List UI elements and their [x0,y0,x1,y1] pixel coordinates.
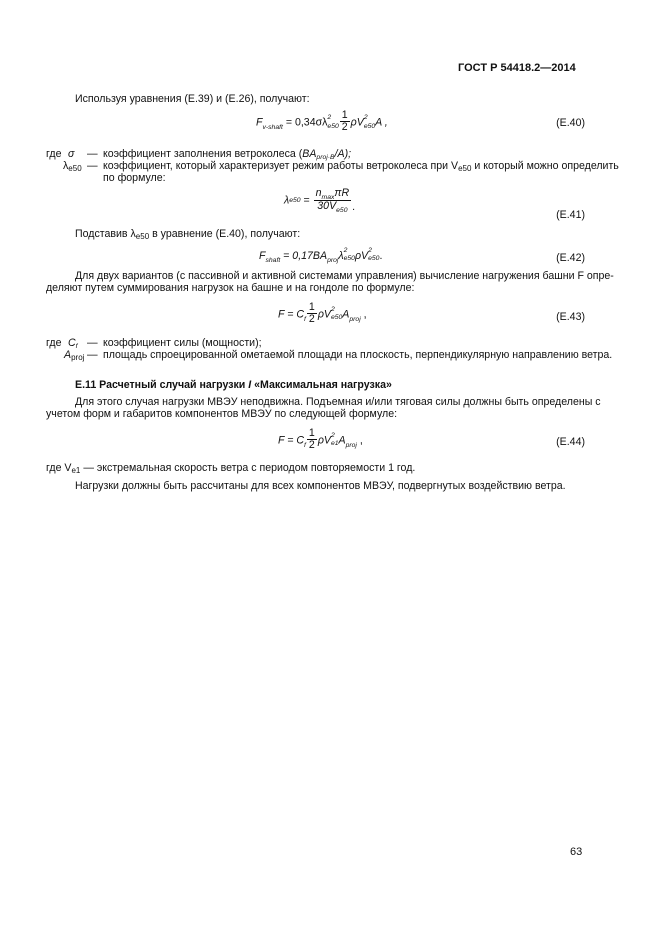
equation-e40: Fv-shaft = 0,34σλ 2 e50 $\frac{1}{2}$ ρV 2 e50 A , [256,109,388,133]
intro-paragraph: Используя уравнения (Е.39) и (Е.26), получают: [75,93,310,105]
definition-lambda-cont: по формуле: [103,172,166,184]
page-number: 63 [570,846,583,858]
where-ve1: где Ve1 — экстремальная скорость ветра с периодом повторяемости 1 год. [46,462,416,475]
two-variants-line1: Для двух вариантов (с пассивной и активной системами управления) вычисление нагружения башни F опре- [75,270,614,282]
definition-lambda: коэффициент, который характеризует режим работы ветроколеса при Ve50 и который можно определить [103,160,619,173]
case-paragraph-line2: учетом форм и габаритов компонентов МВЭУ по следующей формуле: [46,408,398,420]
definition-aproj: площадь спроецированной ометаемой площади на плоскость, перпендикулярную направлению ветра. [103,349,613,361]
symbol-lambda-e50: λe50 [63,160,82,173]
equation-e42: Fshaft = 0,17BAprojλ 2 e50 ρV 2 e50 . [259,246,383,264]
substitution-paragraph: Подставив λe50 в уравнение (Е.40), получают: [75,228,301,241]
document-code: ГОСТ Р 54418.2—2014 [458,62,576,74]
dash: — [87,337,98,349]
case-paragraph-line1: Для этого случая нагрузки МВЭУ неподвижна. Подъемная и/или тяговая силы должны быть определены с [75,396,601,408]
section-heading: Е.11 Расчетный случай нагрузки I «Максимальная нагрузка» [75,379,392,391]
dash: — [87,349,98,361]
symbol-aproj: Aproj [64,349,85,362]
equation-number-e40: (Е.40) [556,117,585,129]
dash: — [87,160,98,172]
equation-e43: F = Cf $\frac{1}{2}$ ρV 2 e50 Aproj , [278,301,367,325]
where-label: где [46,337,62,349]
equation-number-e44: (Е.44) [556,436,585,448]
equation-number-e43: (Е.43) [556,311,585,323]
equation-e41: λe50 = $\frac{n_{max}\pi R}{30V_{e50}}$ . [284,187,356,214]
two-variants-line2: деляют путем суммирования нагрузок на башне и на гондоле по формуле: [46,282,415,294]
where-label: где [46,148,62,160]
symbol-sigma: σ [68,148,75,160]
symbol-cf: Cf [68,337,78,350]
definition-cf: коэффициент силы (мощности); [103,337,262,349]
final-paragraph: Нагрузки должны быть рассчитаны для всех компонентов МВЭУ, подвергнутых воздействию ветра. [75,480,566,492]
equation-number-e42: (Е.42) [556,252,585,264]
definition-sigma: коэффициент заполнения ветроколеса (BAproj·B/A); [103,148,352,161]
equation-e44: F = Cf $\frac{1}{2}$ ρV 2 e1 Aproj , [278,427,363,451]
dash: — [87,148,98,160]
equation-number-e41: (Е.41) [556,209,585,221]
